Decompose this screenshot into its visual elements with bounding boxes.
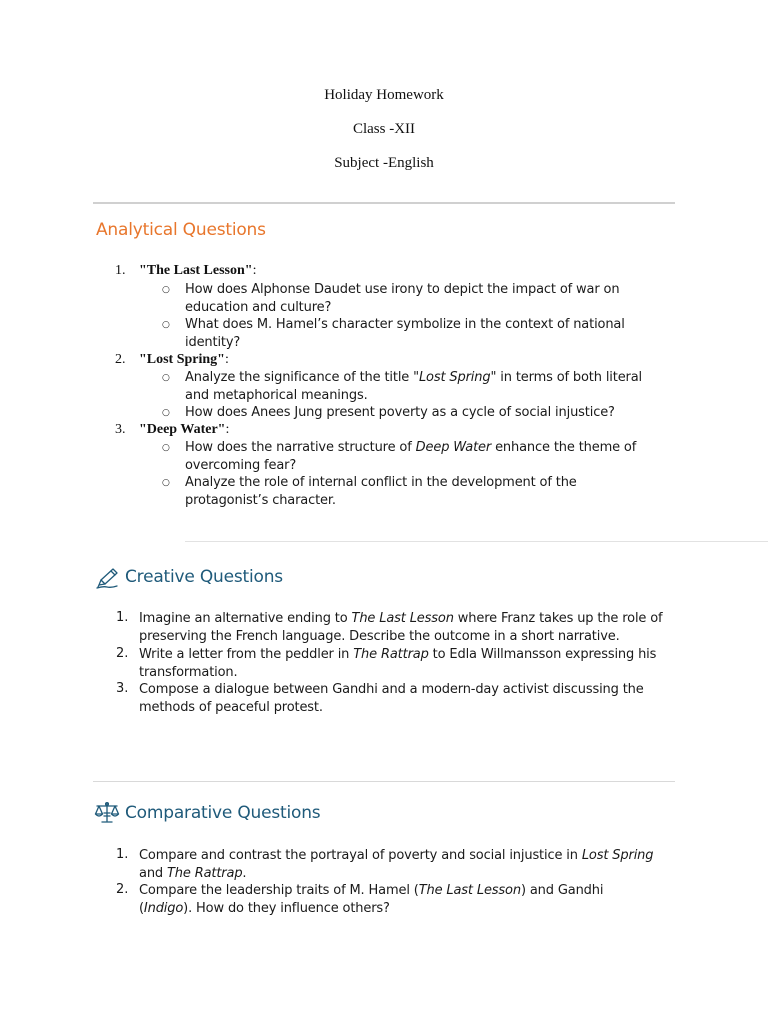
analytical-questions-heading: Analytical Questions (96, 220, 266, 240)
list-number: 1. (115, 263, 126, 278)
bullet-icon: ○ (162, 373, 170, 383)
list-item: Compare the leadership traits of M. Hamel (The Last Lesson) and Gandhi (Indigo). How do they influence others? (139, 883, 604, 916)
divider (93, 781, 675, 782)
list-subitem: Analyze the significance of the title "Lost Spring" in terms of both literal and metaphorical meanings. (185, 370, 643, 403)
list-subitem: What does M. Hamel’s character symbolize in the context of national identity? (185, 317, 625, 350)
divider (185, 541, 768, 542)
list-item-title: "The Last Lesson": (139, 263, 257, 278)
list-number: 2. (116, 646, 129, 661)
class-label: Class -XII (352, 121, 416, 137)
list-item: Compose a dialogue between Gandhi and a modern-day activist discussing the methods of peaceful protest. (139, 682, 644, 715)
list-item: Imagine an alternative ending to The Last Lesson where Franz takes up the role of preserving the French language. Describe the outcome in a short narrative. (139, 611, 663, 644)
scales-icon (94, 800, 120, 825)
creative-questions-heading: Creative Questions (125, 567, 283, 587)
list-item-title: "Deep Water": (139, 422, 230, 437)
document-title: Holiday Homework (324, 87, 444, 103)
divider (93, 202, 675, 204)
list-subitem: How does Anees Jung present poverty as a cycle of social injustice? (185, 405, 615, 420)
pencil-icon (95, 566, 120, 590)
list-number: 1. (116, 610, 129, 625)
list-number: 3. (116, 681, 129, 696)
list-number: 3. (115, 422, 126, 437)
list-number: 1. (116, 847, 129, 862)
bullet-icon: ○ (162, 320, 170, 330)
list-item: Write a letter from the peddler in The Rattrap to Edla Willmansson expressing his transformation. (139, 647, 657, 680)
list-subitem: How does Alphonse Daudet use irony to depict the impact of war on education and culture? (185, 282, 620, 315)
list-item-title: "Lost Spring": (139, 352, 229, 367)
list-subitem: How does the narrative structure of Deep Water enhance the theme of overcoming fear? (185, 440, 637, 473)
bullet-icon: ○ (162, 285, 170, 295)
bullet-icon: ○ (162, 443, 170, 453)
list-subitem: Analyze the role of internal conflict in the development of the protagonist’s character. (185, 475, 577, 508)
comparative-questions-heading: Comparative Questions (125, 803, 321, 823)
subject-label: Subject -English (334, 155, 434, 171)
bullet-icon: ○ (162, 408, 170, 418)
list-item: Compare and contrast the portrayal of poverty and social injustice in Lost Spring and The Rattrap. (139, 848, 654, 881)
bullet-icon: ○ (162, 478, 170, 488)
list-number: 2. (115, 352, 126, 367)
list-number: 2. (116, 882, 129, 897)
